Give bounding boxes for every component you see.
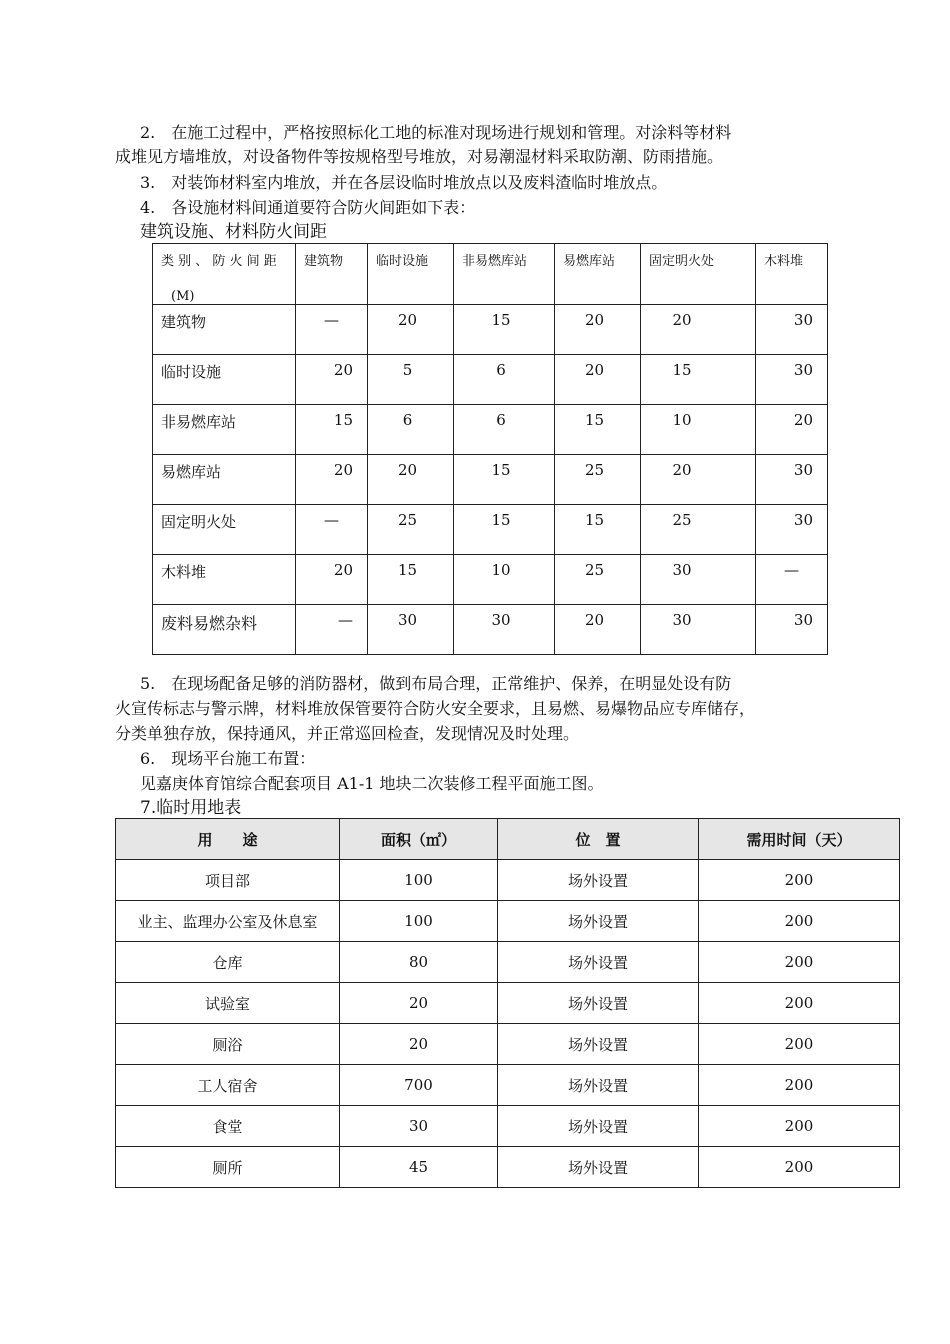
cell: 场外设置 bbox=[498, 1065, 699, 1106]
cell: 仓库 bbox=[116, 942, 340, 983]
row-label: 木料堆 bbox=[161, 563, 207, 581]
cell-value: 30 bbox=[793, 361, 813, 379]
paragraph-7: 7.临时用地表 bbox=[140, 798, 242, 818]
temporary-land-use-table bbox=[115, 818, 900, 1188]
cell-value: 30 bbox=[491, 611, 511, 629]
paragraph-5-line-3: 分类单独存放，保持通风，并正常巡回检查，发现情况及时处理。 bbox=[115, 724, 580, 743]
cell-value: 30 bbox=[793, 511, 813, 529]
table2-col-header: 需用时间（天） bbox=[699, 819, 900, 860]
table1-col-header: 木料堆 bbox=[764, 254, 804, 269]
cell: 场外设置 bbox=[498, 1106, 699, 1147]
table1-row bbox=[153, 305, 828, 355]
paragraph-2-line-1: 2. 在施工过程中，严格按照标化工地的标准对现场进行规划和管理。对涂料等材料 bbox=[140, 123, 732, 142]
cell-value: 5 bbox=[402, 361, 413, 379]
cell: 200 bbox=[699, 1147, 900, 1188]
cell: 食堂 bbox=[116, 1106, 340, 1147]
cell: 场外设置 bbox=[498, 901, 699, 942]
table1-caption: 建筑设施、材料防火间距 bbox=[140, 222, 327, 242]
cell-value: 10 bbox=[672, 411, 692, 429]
table1-col-header: 易燃库站 bbox=[563, 254, 616, 269]
cell: 场外设置 bbox=[498, 942, 699, 983]
cell-value: 15 bbox=[584, 411, 605, 429]
row-label: 废料易燃杂料 bbox=[161, 614, 258, 633]
table2-row bbox=[116, 1106, 900, 1147]
cell-value: — bbox=[338, 611, 353, 629]
paragraph-5-line-1: 5. 在现场配备足够的消防器材，做到布局合理，正常维护、保养，在明显处设有防 bbox=[140, 674, 732, 693]
row-label: 建筑物 bbox=[161, 313, 207, 331]
cell-value: 6 bbox=[496, 361, 506, 379]
table1-row bbox=[153, 455, 828, 505]
paragraph-3: 3. 对装饰材料室内堆放，并在各层设临时堆放点以及废料渣临时堆放点。 bbox=[140, 173, 668, 192]
table1-col-header: 非易燃库站 bbox=[462, 254, 528, 269]
cell-value: 15 bbox=[672, 361, 692, 379]
cell: 场外设置 bbox=[498, 983, 699, 1024]
cell-value: 25 bbox=[584, 461, 605, 479]
cell-value: 30 bbox=[793, 311, 813, 329]
table2-row bbox=[116, 860, 900, 901]
paragraph-6: 6. 现场平台施工布置： bbox=[140, 749, 316, 768]
table2-row bbox=[116, 983, 900, 1024]
cell: 场外设置 bbox=[498, 860, 699, 901]
cell: 200 bbox=[699, 1065, 900, 1106]
cell: 场外设置 bbox=[498, 1024, 699, 1065]
cell-value: 6 bbox=[402, 411, 413, 429]
cell-value: 25 bbox=[672, 511, 692, 529]
cell: 项目部 bbox=[116, 860, 340, 901]
cell: 45 bbox=[340, 1147, 498, 1188]
cell-value: 20 bbox=[584, 311, 605, 329]
cell-value: — bbox=[784, 561, 799, 579]
table2-col-header: 位 置 bbox=[498, 819, 699, 860]
table1-row bbox=[153, 555, 828, 605]
cell: 80 bbox=[340, 942, 498, 983]
table2-row bbox=[116, 901, 900, 942]
cell-value: — bbox=[324, 311, 339, 329]
row-label: 临时设施 bbox=[161, 363, 222, 381]
table1-row bbox=[153, 605, 828, 655]
table2-col-header: 面积（㎡） bbox=[340, 819, 498, 860]
table1-row bbox=[153, 505, 828, 555]
cell: 试验室 bbox=[116, 983, 340, 1024]
cell-value: 25 bbox=[584, 561, 605, 579]
table1-col-header: 建筑物 bbox=[304, 254, 344, 269]
cell-value: 15 bbox=[333, 411, 353, 429]
cell: 200 bbox=[699, 983, 900, 1024]
table2-row bbox=[116, 1024, 900, 1065]
cell-value: 20 bbox=[333, 361, 353, 379]
paragraph-6-detail: 见嘉庚体育馆综合配套项目 A1-1 地块二次装修工程平面施工图。 bbox=[140, 774, 604, 793]
cell-value: 15 bbox=[491, 311, 511, 329]
cell: 200 bbox=[699, 1106, 900, 1147]
paragraph-2-line-2: 成堆见方墙堆放，对设备物件等按规格型号堆放，对易潮湿材料采取防潮、防雨措施。 bbox=[115, 147, 724, 166]
paragraph-4: 4. 各设施材料间通道要符合防火间距如下表： bbox=[140, 198, 476, 217]
cell: 场外设置 bbox=[498, 1147, 699, 1188]
cell-value: 20 bbox=[333, 561, 353, 579]
table1-col-header: 固定明火处 bbox=[649, 254, 715, 269]
cell: 200 bbox=[699, 901, 900, 942]
table2-col-header: 用 途 bbox=[116, 819, 340, 860]
table2-row bbox=[116, 1065, 900, 1106]
cell-value: 15 bbox=[491, 511, 511, 529]
cell-value: 30 bbox=[672, 611, 692, 629]
corner-label-line1: 类 别 、 防 火 间 距 bbox=[161, 254, 277, 269]
cell: 100 bbox=[340, 901, 498, 942]
cell: 200 bbox=[699, 860, 900, 901]
table1-col-header: 临时设施 bbox=[376, 254, 429, 269]
table1-header-corner bbox=[153, 244, 296, 305]
cell-value: 10 bbox=[491, 561, 511, 579]
cell: 200 bbox=[699, 1024, 900, 1065]
row-label: 易燃库站 bbox=[161, 463, 222, 481]
cell-value: 15 bbox=[397, 561, 418, 579]
cell-value: 20 bbox=[584, 611, 605, 629]
cell: 700 bbox=[340, 1065, 498, 1106]
cell-value: 30 bbox=[793, 611, 813, 629]
cell-value: 25 bbox=[397, 511, 418, 529]
cell-value: 15 bbox=[584, 511, 605, 529]
cell: 100 bbox=[340, 860, 498, 901]
table1-row bbox=[153, 405, 828, 455]
cell-value: 20 bbox=[333, 461, 353, 479]
table2-row bbox=[116, 1147, 900, 1188]
cell-value: 20 bbox=[397, 311, 418, 329]
cell-value: 30 bbox=[672, 561, 692, 579]
table2-row bbox=[116, 942, 900, 983]
table1-header-row bbox=[153, 244, 828, 305]
row-label: 非易燃库站 bbox=[161, 413, 237, 431]
cell: 厕浴 bbox=[116, 1024, 340, 1065]
fire-distance-table bbox=[152, 243, 828, 655]
cell: 厕所 bbox=[116, 1147, 340, 1188]
cell-value: 20 bbox=[584, 361, 605, 379]
cell-value: 6 bbox=[496, 411, 506, 429]
cell-value: 15 bbox=[491, 461, 511, 479]
cell-value: 30 bbox=[397, 611, 418, 629]
cell: 30 bbox=[340, 1106, 498, 1147]
cell-value: 20 bbox=[793, 411, 813, 429]
row-label: 固定明火处 bbox=[161, 513, 237, 531]
cell: 20 bbox=[340, 1024, 498, 1065]
paragraph-5-line-2: 火宣传标志与警示牌，材料堆放保管要符合防火安全要求，且易燃、易爆物品应专库储存， bbox=[115, 699, 756, 718]
cell: 20 bbox=[340, 983, 498, 1024]
cell: 200 bbox=[699, 942, 900, 983]
corner-label-line2: (M) bbox=[171, 289, 195, 304]
cell: 业主、监理办公室及休息室 bbox=[116, 901, 340, 942]
cell-value: 20 bbox=[397, 461, 418, 479]
cell-value: 20 bbox=[672, 311, 692, 329]
cell: 工人宿舍 bbox=[116, 1065, 340, 1106]
table2-header-row bbox=[116, 819, 900, 860]
cell-value: — bbox=[324, 511, 339, 529]
table1-row bbox=[153, 355, 828, 405]
cell-value: 20 bbox=[672, 461, 692, 479]
cell-value: 30 bbox=[793, 461, 813, 479]
